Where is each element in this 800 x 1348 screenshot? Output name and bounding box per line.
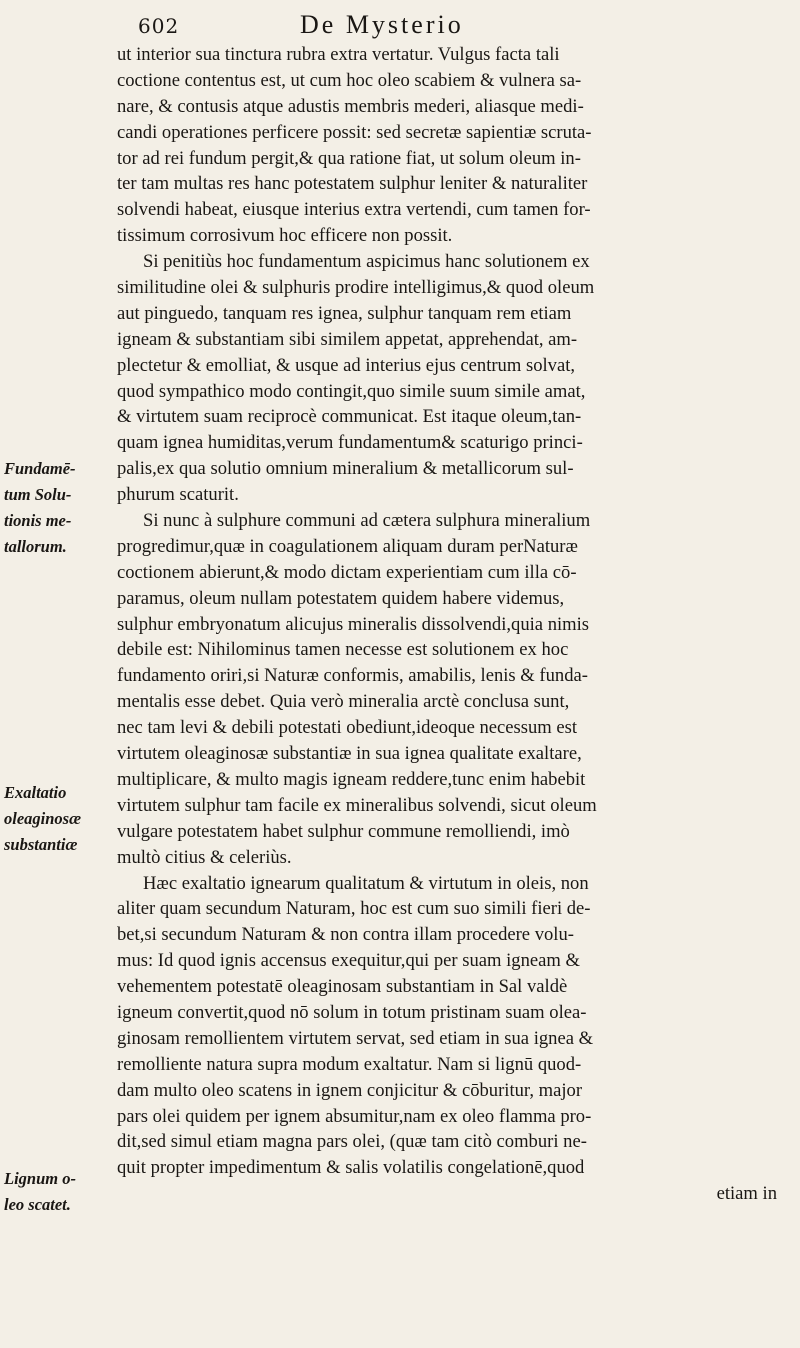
marginal-note-line: Fundamē- [4, 459, 76, 478]
text-line: progredimur,quæ in coagulationem aliquam duram perNaturæ [117, 535, 578, 557]
text-line: mus: Id quod ignis accensus exequitur,qui per suam igneam & [117, 950, 580, 972]
text-line: vulgare potestatem habet sulphur commune remolliendi, imò [117, 820, 570, 842]
marginal-note-exaltatio [4, 780, 122, 858]
text-line: Si penitiùs hoc fundamentum aspicimus hanc solutionem ex [143, 251, 590, 273]
marginal-note-line: oleaginosæ [4, 808, 82, 828]
marginal-note-line: substantiæ [4, 834, 78, 854]
running-head: De Mysterio [300, 10, 464, 39]
text-line: quam ignea humiditas,verum fundamentum& scaturigo princi- [117, 432, 583, 454]
text-line: paramus, oleum nullam potestatem quidem habere videmus, [117, 587, 565, 609]
text-line: dam multo oleo scatens in ignem conjicitur & cōburitur, major [117, 1079, 583, 1101]
text-line: candi operationes perficere possit: sed secretæ sapientiæ scruta- [117, 121, 592, 143]
text-line: quod sympathico modo contingit,quo simile suum simile amat, [117, 380, 586, 402]
text-line: virtutem oleaginosæ substantiæ in sua ignea qualitate exaltare, [117, 743, 582, 765]
marginal-note-line: Lignum o- [4, 1169, 76, 1188]
catchword: etiam in [716, 1183, 777, 1205]
text-line: mentalis esse debet. Quia verò mineralia arctè conclusa sunt, [117, 691, 570, 713]
text-line: aliter quam secundum Naturam, hoc est cum suo simili fieri de- [117, 898, 591, 920]
page-header [0, 8, 800, 38]
text-line: igneam & substantiam sibi similem appetat, apprehendat, am- [117, 328, 578, 350]
marginal-note-line: tallorum. [4, 536, 67, 556]
text-line: remolliente natura supra modum exaltatur. Nam si lignū quod- [117, 1053, 582, 1075]
text-line: vehementem potestatē oleaginosam substantiam in Sal valdè [117, 976, 568, 998]
text-line: Hæc exaltatio ignearum qualitatum & virtutum in oleis, non [143, 872, 589, 894]
text-line: debile est: Nihilominus tamen necesse est solutionem ex hoc [117, 639, 569, 661]
text-line: multò citius & celeriùs. [117, 846, 292, 868]
text-line: pars olei quidem per ignem absumitur,nam ex oleo flamma pro- [117, 1105, 592, 1127]
marginal-note-line: tum Solu- [4, 484, 72, 504]
marginal-note-lignum [4, 1166, 122, 1218]
text-line: quit propter impedimentum & salis volatilis congelationē,quod [117, 1157, 585, 1179]
text-line: sulphur embryonatum alicujus mineralis dissolvendi,quia nimis [117, 613, 590, 635]
text-line: ut interior sua tinctura rubra extra vertatur. Vulgus facta tali [117, 44, 560, 65]
text-line: & virtutem suam reciprocè communicat. Est itaque oleum,tan- [117, 406, 582, 428]
text-line: phurum scaturit. [117, 484, 239, 506]
marginal-note-line: tionis me- [4, 510, 72, 530]
text-line: ter tam multas res hanc potestatem sulphur leniter & naturaliter [117, 173, 588, 195]
marginal-note-fundamentum [4, 456, 122, 560]
text-line: coctionem abierunt,& modo dictam experientiam cum illa cō- [117, 561, 577, 583]
text-line: plectetur & emolliat, & usque ad interius ejus centrum solvat, [117, 354, 576, 376]
text-line: fundamento oriri,si Naturæ conformis, amabilis, lenis & funda- [117, 665, 588, 687]
text-line: Si nunc à sulphure communi ad cætera sulphura mineralium [143, 510, 591, 532]
marginal-note-line: Exaltatio [4, 783, 67, 802]
text-line: nare, & contusis atque adustis membris mederi, aliasque medi- [117, 95, 584, 117]
text-line: virtutem sulphur tam facile ex mineralibus solvendi, sicut oleum [117, 794, 597, 816]
text-line: similitudine olei & sulphuris prodire intelligimus,& quod oleum [117, 277, 595, 299]
text-line: solvendi habeat, eiusque interius extra vertendi, cum tamen for- [117, 199, 591, 221]
body-text [117, 42, 789, 1207]
text-line: bet,si secundum Naturam & non contra illam procedere volu- [117, 924, 574, 946]
text-line: tor ad rei fundum pergit,& qua ratione fiat, ut solum oleum in- [117, 147, 581, 169]
text-line: multiplicare, & multo magis igneam reddere,tunc enim habebit [117, 768, 586, 790]
text-line: nec tam levi & debili potestati obediunt,ideoque necessum est [117, 717, 578, 739]
page-number: 602 [138, 14, 180, 38]
text-line: ginosam remollientem virtutem servat, sed etiam in sua ignea & [117, 1027, 594, 1049]
text-line: coctione contentus est, ut cum hoc oleo scabiem & vulnera sa- [117, 69, 582, 91]
text-line: palis,ex qua solutio omnium mineralium & metallicorum sul- [117, 458, 574, 480]
text-line: aut pinguedo, tanquam res ignea, sulphur tanquam rem etiam [117, 302, 572, 324]
text-line: igneum convertit,quod nō solum in totum pristinam suam olea- [117, 1001, 587, 1023]
marginal-note-line: leo scatet. [4, 1194, 71, 1214]
text-line: dit,sed simul etiam magna pars olei, (quæ tam citò comburi ne- [117, 1131, 587, 1153]
text-line: tissimum corrosivum hoc efficere non possit. [117, 225, 453, 247]
